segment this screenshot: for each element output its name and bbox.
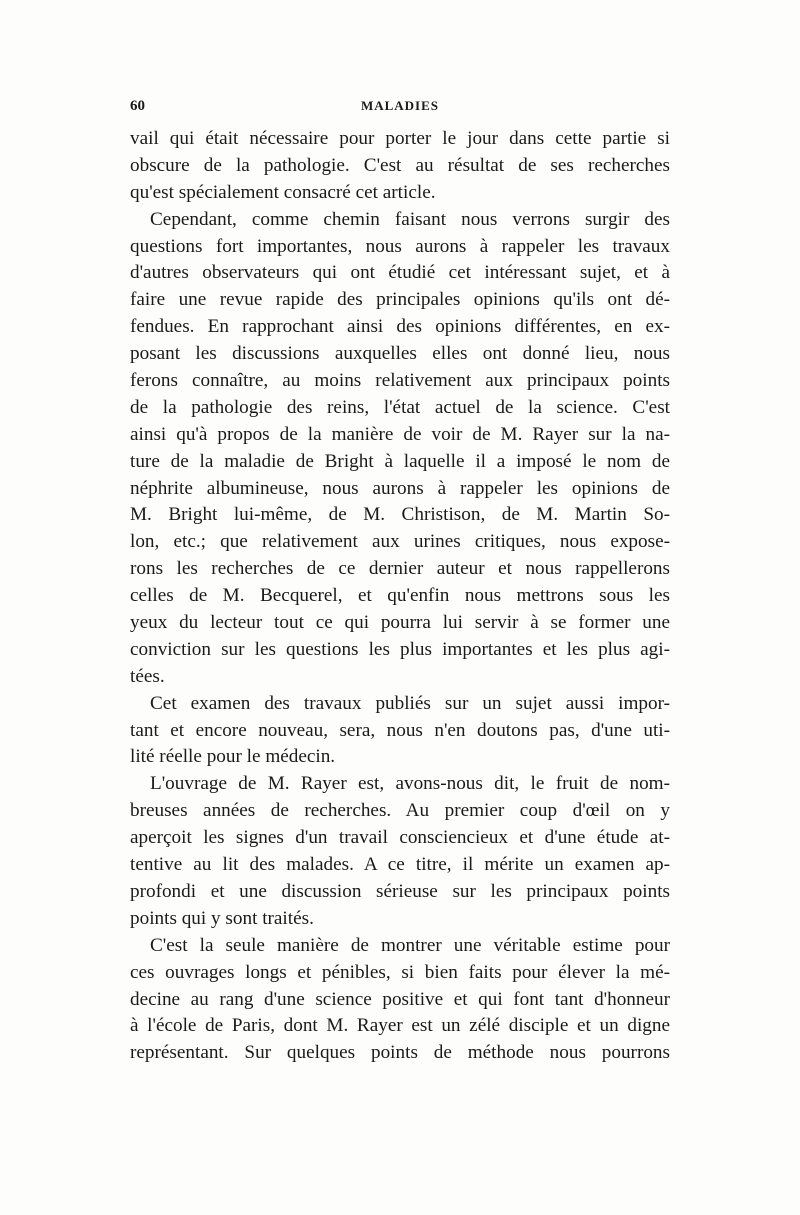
- text-line: decine au rang d'une science positive et qui font tant d'honneur: [130, 988, 670, 1010]
- text-line: faire une revue rapide des principales opinions qu'ils ont dé-: [130, 289, 670, 311]
- text-line: tentive au lit des malades. A ce titre, il mérite un examen ap-: [130, 854, 670, 876]
- text-line: L'ouvrage de M. Rayer est, avons-nous dit, le fruit de nom-: [150, 773, 670, 795]
- text-line: rons les recherches de ce dernier auteur et nous rappellerons: [130, 558, 670, 580]
- text-line: C'est la seule manière de montrer une véritable estime pour: [150, 934, 670, 956]
- text-line: aperçoit les signes d'un travail consciencieux et d'une étude at-: [130, 827, 670, 849]
- text-line: tant et encore nouveau, sera, nous n'en doutons pas, d'une uti-: [130, 719, 670, 741]
- body-text: [130, 126, 670, 1067]
- text-line: ainsi qu'à propos de la manière de voir de M. Rayer sur la na-: [130, 423, 670, 445]
- text-line: ferons connaître, au moins relativement aux principaux points: [130, 370, 670, 392]
- text-line: lon, etc.; que relativement aux urines critiques, nous expose-: [130, 531, 670, 553]
- text-line: d'autres observateurs qui ont étudié cet intéressant sujet, et à: [130, 262, 670, 284]
- text-line: profondi et une discussion sérieuse sur les principaux points: [130, 880, 670, 902]
- text-line: obscure de la pathologie. C'est au résultat de ses recherches: [130, 154, 670, 176]
- text-line: qu'est spécialement consacré cet article.: [130, 181, 436, 203]
- text-line: breuses années de recherches. Au premier coup d'œil on y: [130, 800, 670, 822]
- text-line: de la pathologie des reins, l'état actuel de la science. C'est: [130, 396, 670, 418]
- text-line: vail qui était nécessaire pour porter le jour dans cette partie si: [130, 128, 670, 149]
- text-line: M. Bright lui-même, de M. Christison, de M. Martin So-: [130, 504, 670, 526]
- text-line: points qui y sont traités.: [130, 907, 314, 929]
- text-line: ces ouvrages longs et pénibles, si bien faits pour élever la mé-: [130, 961, 670, 983]
- text-line: Cependant, comme chemin faisant nous verrons surgir des: [150, 208, 670, 230]
- text-line: posant les discussions auxquelles elles ont donné lieu, nous: [130, 343, 670, 365]
- text-line: yeux du lecteur tout ce qui pourra lui servir à se former une: [130, 612, 670, 634]
- text-line: fendues. En rapprochant ainsi des opinions différentes, en ex-: [130, 316, 670, 338]
- text-line: tées.: [130, 665, 165, 687]
- running-head: [130, 98, 670, 120]
- page-number: 60: [130, 98, 145, 114]
- text-line: lité réelle pour le médecin.: [130, 746, 336, 768]
- text-line: questions fort importantes, nous aurons à rappeler les travaux: [130, 235, 670, 257]
- text-line: conviction sur les questions les plus importantes et les plus agi-: [130, 638, 670, 660]
- text-line: à l'école de Paris, dont M. Rayer est un zélé disciple et un digne: [130, 1015, 670, 1037]
- text-line: ture de la maladie de Bright à laquelle il a imposé le nom de: [130, 450, 670, 472]
- text-line: Cet examen des travaux publiés sur un sujet aussi impor-: [150, 692, 670, 714]
- text-line: néphrite albumineuse, nous aurons à rappeler les opinions de: [130, 477, 670, 499]
- running-title: MALADIES: [360, 98, 440, 113]
- text-line: celles de M. Becquerel, et qu'enfin nous mettrons sous les: [130, 585, 670, 607]
- text-line: représentant. Sur quelques points de méthode nous pourrons: [130, 1042, 670, 1064]
